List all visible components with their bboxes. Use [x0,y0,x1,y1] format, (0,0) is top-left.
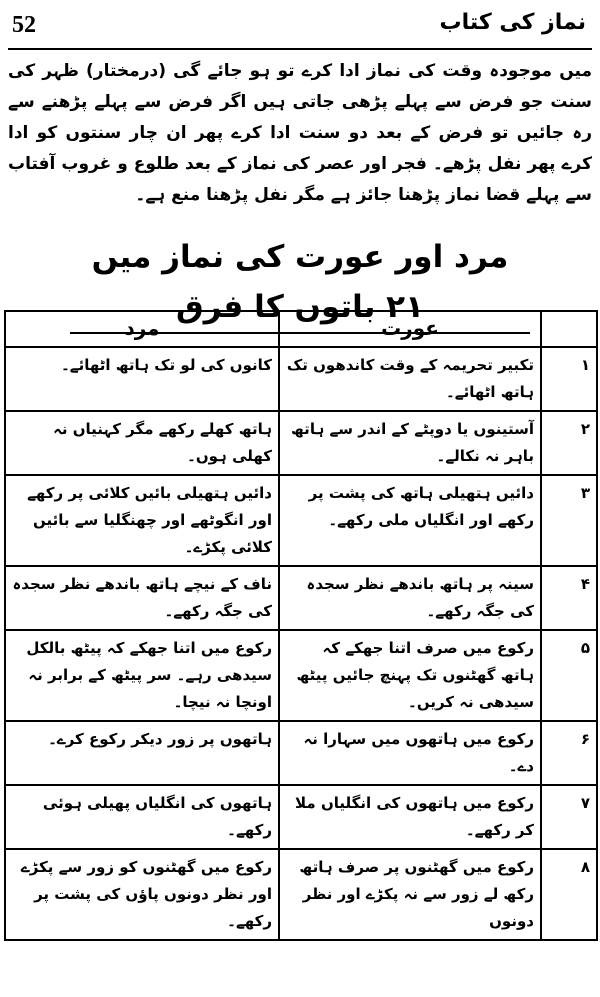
row-number: ۵ [541,630,597,721]
woman-cell: آستینوں یا دوپٹے کے اندر سے ہاتھ باہر نہ نکالے۔ [279,411,541,475]
difference-table [4,310,598,941]
header-woman: عورت [279,311,541,347]
row-number: ۲ [541,411,597,475]
table-row [5,475,597,566]
man-cell: رکوع میں گھٹنوں کو زور سے پکڑے اور نظر دونوں پاؤں کی پشت پر رکھے۔ [5,849,279,940]
section-title: مرد اور عورت کی نماز میں ۲۱ باتوں کا فرق [70,232,530,334]
table-row [5,630,597,721]
row-number: ۸ [541,849,597,940]
table-row [5,721,597,785]
table-row [5,347,597,411]
man-cell: کانوں کی لو تک ہاتھ اٹھائے۔ [5,347,279,411]
woman-cell: رکوع میں ہاتھوں کی انگلیاں ملا کر رکھے۔ [279,785,541,849]
man-cell: رکوع میں اتنا جھکے کہ پیٹھ بالکل سیدھی رہے۔ سر پیٹھ کے برابر نہ اونچا نہ نیچا۔ [5,630,279,721]
table-row [5,566,597,630]
row-number: ۴ [541,566,597,630]
header-num [541,311,597,347]
row-number: ۳ [541,475,597,566]
row-number: ۶ [541,721,597,785]
woman-cell: سینہ پر ہاتھ باندھے نظر سجدہ کی جگہ رکھے۔ [279,566,541,630]
man-cell: ہاتھوں کی انگلیاں پھیلی ہوئی رکھے۔ [5,785,279,849]
woman-cell: دائیں ہتھیلی ہاتھ کی پشت پر رکھے اور انگلیاں ملی رکھے۔ [279,475,541,566]
woman-cell: رکوع میں ہاتھوں میں سہارا نہ دے۔ [279,721,541,785]
woman-cell: رکوع میں گھٹنوں پر صرف ہاتھ رکھ لے زور سے نہ پکڑے اور نظر دونوں [279,849,541,940]
table-row [5,785,597,849]
book-title: نماز کی کتاب [439,10,586,35]
table-header-row [5,311,597,347]
man-cell: دائیں ہتھیلی بائیں کلائی پر رکھے اور انگوٹھے اور چھنگلیا سے بائیں کلائی پکڑے۔ [5,475,279,566]
man-cell: ہاتھوں پر زور دیکر رکوع کرے۔ [5,721,279,785]
page-number: 52 [12,12,36,38]
woman-cell: رکوع میں صرف اتنا جھکے کہ ہاتھ گھٹنوں تک پہنچ جائیں پیٹھ سیدھی نہ کریں۔ [279,630,541,721]
man-cell: ناف کے نیچے ہاتھ باندھے نظر سجدہ کی جگہ رکھے۔ [5,566,279,630]
row-number: ۷ [541,785,597,849]
page-header [8,8,592,50]
row-number: ۱ [541,347,597,411]
table-row [5,849,597,940]
table-row [5,411,597,475]
intro-paragraph: میں موجودہ وقت کی نماز ادا کرے تو ہو جائے گی (درمختار) ظہر کی سنت جو فرض سے پہلے پڑھی جاتی ہیں اگر فرض سے پہلے پڑھنے سے رہ جائیں تو فرض کے بعد دو سنت ادا کرے پھر ان چار سنتوں کو ادا کرے پھر نفل پڑھے۔ فجر اور عصر کی نماز کے بعد طلوع و غروب آفتاب سے پہلے قضا نماز پڑھنا جائز ہے مگر نفل پڑھنا منع ہے۔ [8,61,592,205]
header-man: مرد [5,311,279,347]
man-cell: ہاتھ کھلے رکھے مگر کہنیاں نہ کھلی ہوں۔ [5,411,279,475]
woman-cell: تکبیر تحریمہ کے وقت کاندھوں تک ہاتھ اٹھائے۔ [279,347,541,411]
